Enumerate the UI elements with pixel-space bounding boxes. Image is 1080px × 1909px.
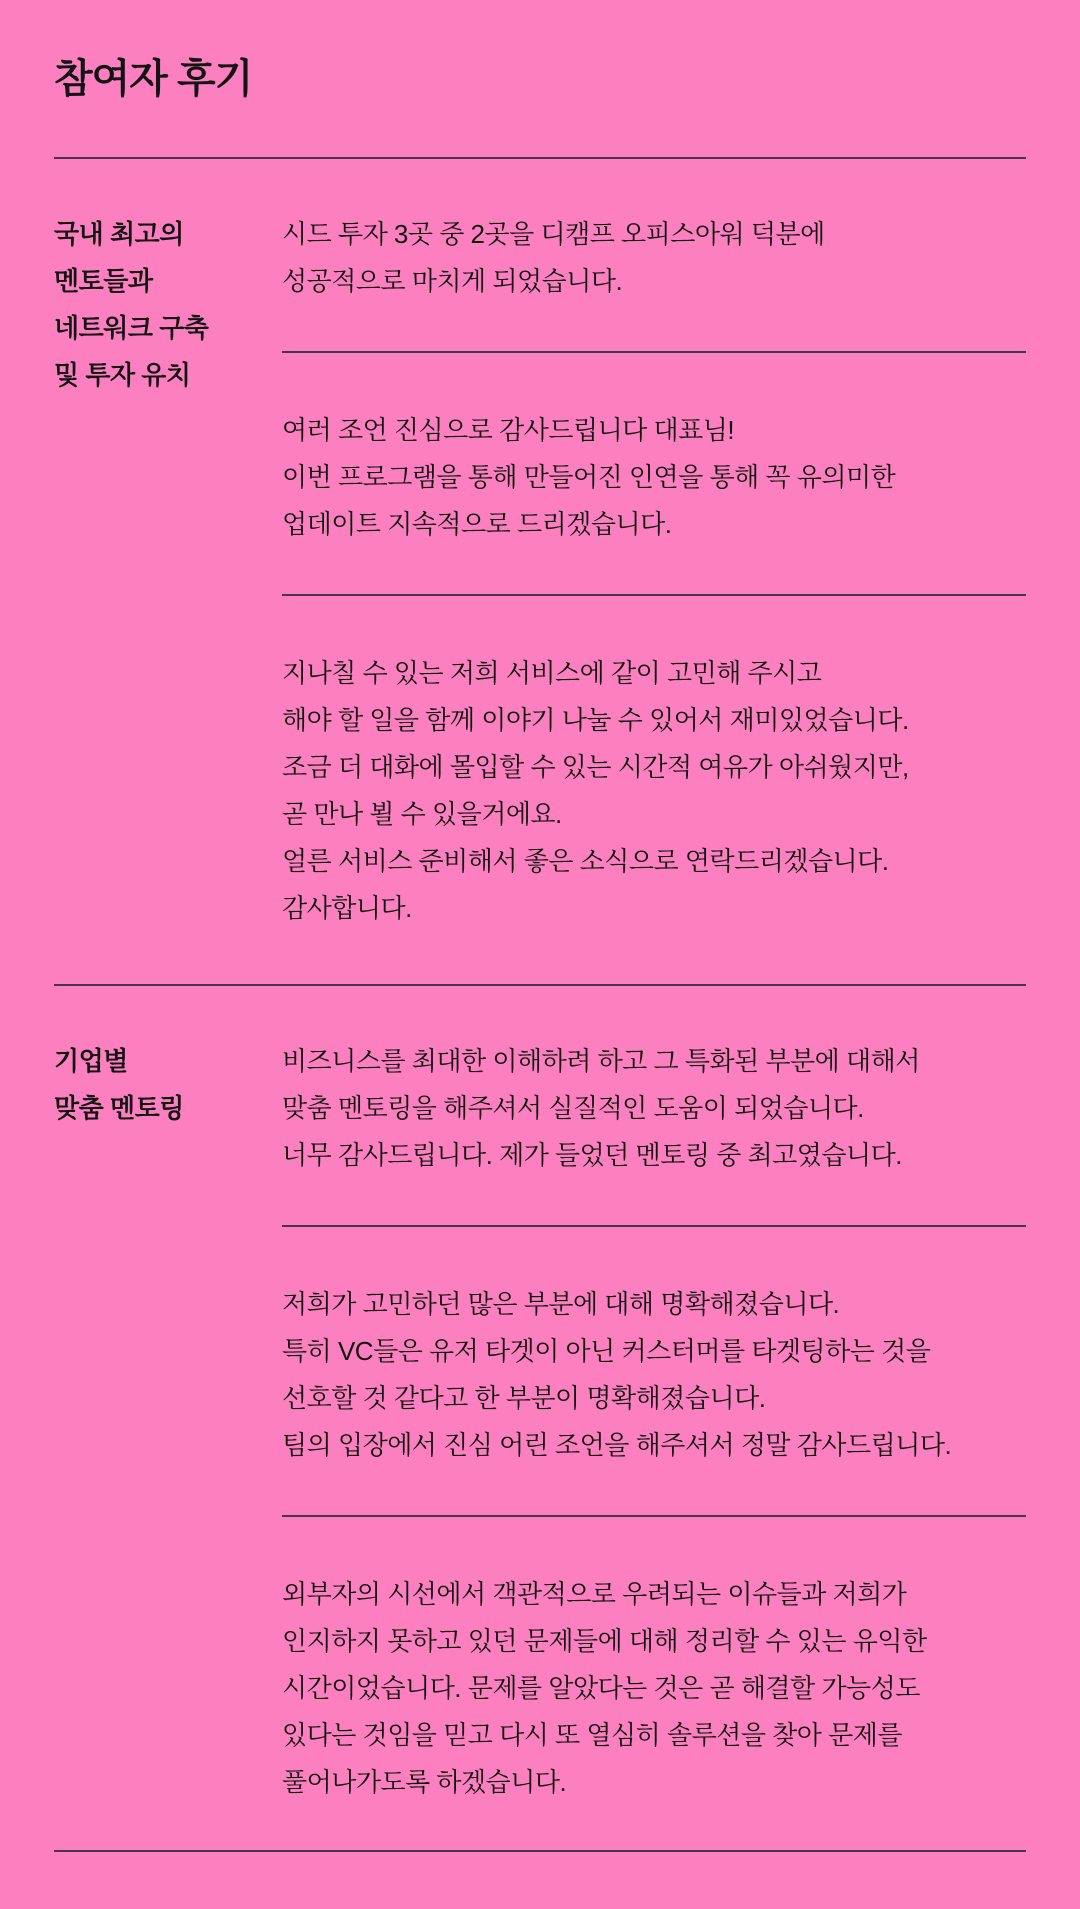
testimonial-text-line: 여러 조언 진심으로 감사드립니다 대표님!	[282, 415, 735, 445]
testimonial-quote	[282, 211, 1026, 305]
title-divider	[54, 157, 1026, 159]
testimonial-text-line: 특히 VC들은 유저 타겟이 아닌 커스터머를 타겟팅하는 것을	[282, 1336, 931, 1366]
testimonial-text-line: 저희가 고민하던 많은 부분에 대해 명확해졌습니다.	[282, 1289, 840, 1319]
testimonial-text-line: 선호할 것 같다고 한 부분이 명확해졌습니다.	[282, 1383, 766, 1413]
section-label	[54, 211, 282, 399]
testimonial-text-line: 비즈니스를 최대한 이해하려 하고 그 특화된 부분에 대해서	[282, 1046, 920, 1076]
testimonial-text-line: 감사합니다.	[282, 893, 412, 923]
section-divider	[54, 984, 1026, 986]
testimonial-text-line: 해야 할 일을 함께 이야기 나눌 수 있어서 재미있었습니다.	[282, 705, 909, 735]
section-label-line: 기업별	[54, 1046, 128, 1076]
testimonial-text-line: 외부자의 시선에서 객관적으로 우려되는 이슈들과 저희가	[282, 1579, 907, 1609]
section-label-line: 멘토들과	[54, 266, 153, 296]
section-label-line: 국내 최고의	[54, 219, 184, 249]
testimonial-text-line: 맞춤 멘토링을 해주셔서 실질적인 도움이 되었습니다.	[282, 1093, 864, 1123]
testimonial-text-line: 시드 투자 3곳 중 2곳을 디캠프 오피스아워 덕분에	[282, 219, 825, 249]
section-content	[282, 1038, 1026, 1806]
section-content	[282, 211, 1026, 932]
testimonial-divider	[282, 594, 1026, 596]
sections-root	[54, 211, 1026, 1852]
testimonial-quote	[282, 650, 1026, 932]
testimonial-text-line: 인지하지 못하고 있던 문제들에 대해 정리할 수 있는 유익한	[282, 1626, 927, 1656]
testimonial-quote	[282, 1038, 1026, 1179]
bottom-divider	[54, 1850, 1026, 1852]
testimonial-text-line: 이번 프로그램을 통해 만들어진 인연을 통해 꼭 유의미한	[282, 462, 896, 492]
review-section-1	[54, 211, 1026, 932]
testimonial-text-line: 지나칠 수 있는 저희 서비스에 같이 고민해 주시고	[282, 658, 822, 688]
page-title: 참여자 후기	[54, 57, 253, 101]
review-section-2	[54, 1038, 1026, 1806]
testimonial-quote	[282, 1281, 1026, 1469]
testimonial-divider	[282, 1225, 1026, 1227]
section-label-line: 맞춤 멘토링	[54, 1093, 184, 1123]
section-label-line: 네트워크 구축	[54, 313, 209, 343]
section-label-line: 및 투자 유치	[54, 360, 191, 390]
testimonial-quote	[282, 1571, 1026, 1806]
testimonial-divider	[282, 351, 1026, 353]
testimonial-text-line: 풀어나가도록 하겠습니다.	[282, 1767, 567, 1797]
testimonial-quote	[282, 407, 1026, 548]
testimonial-text-line: 시간이었습니다. 문제를 알았다는 것은 곧 해결할 가능성도	[282, 1673, 920, 1703]
testimonial-text-line: 있다는 것임을 믿고 다시 또 열심히 솔루션을 찾아 문제를	[282, 1720, 902, 1750]
testimonial-text-line: 조금 더 대화에 몰입할 수 있는 시간적 여유가 아쉬웠지만,	[282, 752, 909, 782]
testimonial-text-line: 곧 만나 뵐 수 있을거에요.	[282, 799, 562, 829]
testimonial-text-line: 팀의 입장에서 진심 어린 조언을 해주셔서 정말 감사드립니다.	[282, 1430, 952, 1460]
testimonial-text-line: 너무 감사드립니다. 제가 들었던 멘토링 중 최고였습니다.	[282, 1140, 902, 1170]
testimonial-text-line: 성공적으로 마치게 되었습니다.	[282, 266, 623, 296]
section-label	[54, 1038, 282, 1132]
testimonial-text-line: 얼른 서비스 준비해서 좋은 소식으로 연락드리겠습니다.	[282, 846, 889, 876]
testimonial-divider	[282, 1515, 1026, 1517]
testimonial-text-line: 업데이트 지속적으로 드리겠습니다.	[282, 509, 672, 539]
